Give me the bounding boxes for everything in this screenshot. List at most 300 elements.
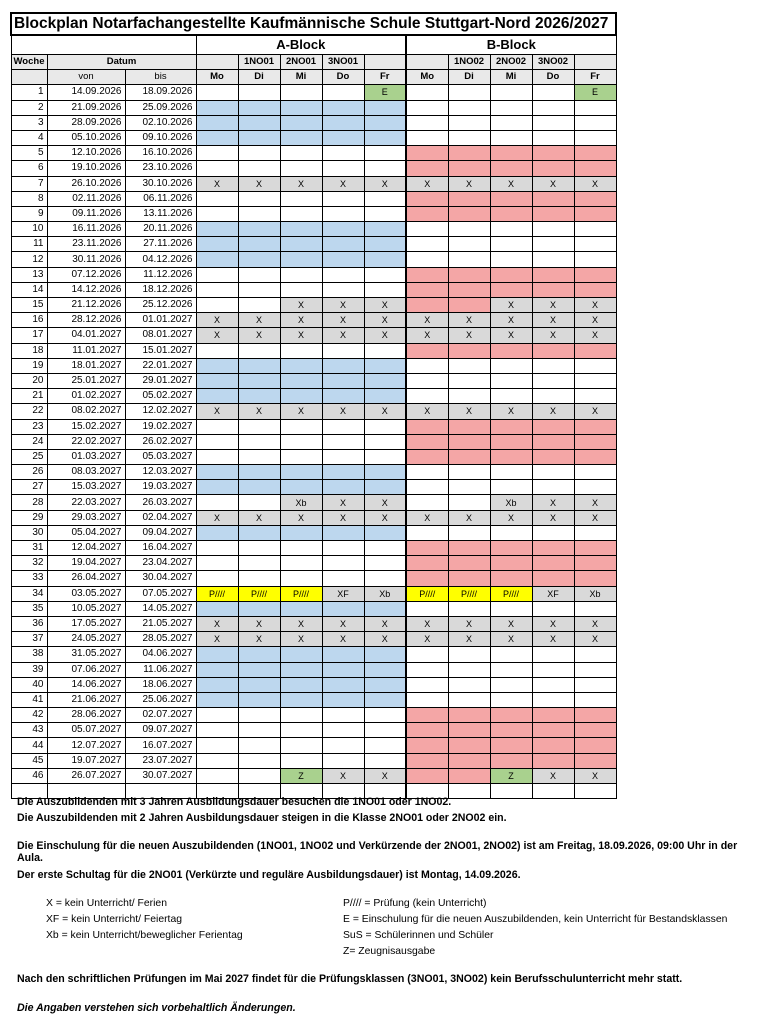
a-block-day-cell: [364, 373, 406, 388]
a-block-day-cell: [280, 662, 322, 677]
date-to: 02.10.2026: [125, 115, 196, 130]
a-block-day-cell: X: [196, 632, 238, 647]
a-block-day-cell: [322, 692, 364, 707]
date-from: 23.11.2026: [47, 237, 125, 252]
b-block-day-cell: [448, 146, 490, 161]
week-number: 15: [11, 298, 47, 313]
a-block-day-cell: [238, 146, 280, 161]
b-block-day-cell: X: [448, 404, 490, 419]
a-block-day-cell: [322, 677, 364, 692]
date-to: 02.04.2027: [125, 510, 196, 525]
b-block-day-cell: [448, 267, 490, 282]
a-block-day-cell: X: [238, 404, 280, 419]
date-to: 29.01.2027: [125, 373, 196, 388]
a-block-day-cell: [322, 449, 364, 464]
a-block-day-cell: [322, 373, 364, 388]
a-block-day-cell: [196, 161, 238, 176]
a-block-day-cell: [322, 480, 364, 495]
b-block-day-cell: [490, 206, 532, 221]
week-row: [11, 130, 616, 145]
b-block-day-cell: X: [406, 616, 448, 631]
a-block-day-cell: [196, 282, 238, 297]
b-block-day-cell: [574, 647, 616, 662]
b-block-day-cell: [490, 738, 532, 753]
date-to: 05.02.2027: [125, 389, 196, 404]
date-to: 19.03.2027: [125, 480, 196, 495]
b-block-day-cell: [406, 541, 448, 556]
a-block-day-cell: X: [322, 632, 364, 647]
a-block-day-cell: [280, 465, 322, 480]
a-block-day-cell: X: [364, 328, 406, 343]
date-from: 01.03.2027: [47, 449, 125, 464]
a-block-day-cell: [364, 723, 406, 738]
date-from: 02.11.2026: [47, 191, 125, 206]
b-block-day-cell: [490, 647, 532, 662]
blockplan-table: [10, 12, 617, 799]
a-block-day-cell: [196, 146, 238, 161]
date-from: 26.04.2027: [47, 571, 125, 586]
a-block-day-cell: [322, 753, 364, 768]
a-block-day-cell: [238, 677, 280, 692]
a-block-day-cell: [238, 495, 280, 510]
week-row: [11, 616, 616, 631]
b-block-day-cell: [574, 692, 616, 707]
a-block-day-cell: X: [238, 632, 280, 647]
date-to: 14.05.2027: [125, 601, 196, 616]
b-block-day-cell: [448, 647, 490, 662]
b-block-day-cell: [490, 480, 532, 495]
a-block-day-cell: [322, 222, 364, 237]
b-block-day-cell: [406, 495, 448, 510]
b-block-day-cell: [574, 282, 616, 297]
a-block-day-cell: [280, 267, 322, 282]
a-block-day-cell: [196, 298, 238, 313]
b-block-day-cell: X: [574, 313, 616, 328]
a-block-day-cell: [280, 419, 322, 434]
a-block-day-cell: [364, 389, 406, 404]
a-block-day-cell: [364, 161, 406, 176]
a-block-day-cell: [238, 282, 280, 297]
week-row: [11, 252, 616, 267]
date-from: 21.12.2026: [47, 298, 125, 313]
week-row: [11, 100, 616, 115]
a-block-day-cell: [196, 677, 238, 692]
b-block-day-cell: [406, 115, 448, 130]
b-block-day-cell: [490, 282, 532, 297]
date-to: 11.06.2027: [125, 662, 196, 677]
week-row: [11, 556, 616, 571]
a-day-header: Fr: [364, 70, 406, 85]
week-row: [11, 708, 616, 723]
a-block-day-cell: [364, 525, 406, 540]
week-number: 23: [11, 419, 47, 434]
a-block-day-cell: [196, 389, 238, 404]
b-block-day-cell: [406, 161, 448, 176]
a-block-day-cell: [322, 130, 364, 145]
b-block-day-cell: [574, 130, 616, 145]
a-block-day-cell: [364, 115, 406, 130]
a-block-day-cell: [364, 571, 406, 586]
b-block-day-cell: [574, 601, 616, 616]
week-row: [11, 510, 616, 525]
a-block-day-cell: X: [238, 176, 280, 191]
a-block-day-cell: [364, 601, 406, 616]
b-block-day-cell: [406, 282, 448, 297]
b-block-day-cell: [448, 677, 490, 692]
date-from: 21.09.2026: [47, 100, 125, 115]
legend-xb: Xb = kein Unterricht/beweglicher Ferientag: [46, 930, 243, 941]
week-number: 33: [11, 571, 47, 586]
b-block-day-cell: [448, 738, 490, 753]
a-block-day-cell: [280, 692, 322, 707]
a-block-day-cell: [322, 541, 364, 556]
week-number: 38: [11, 647, 47, 662]
a-block-day-cell: [196, 115, 238, 130]
week-number: 30: [11, 525, 47, 540]
b-block-day-cell: [406, 465, 448, 480]
b-block-day-cell: XF: [532, 586, 574, 601]
b-block-day-cell: [574, 753, 616, 768]
a-block-day-cell: [322, 434, 364, 449]
b-block-day-cell: [490, 252, 532, 267]
a-block-day-cell: [364, 692, 406, 707]
date-from: 19.04.2027: [47, 556, 125, 571]
date-from: 11.01.2027: [47, 343, 125, 358]
b-block-day-cell: [406, 662, 448, 677]
date-to: 30.10.2026: [125, 176, 196, 191]
a-block-day-cell: [238, 389, 280, 404]
b-block-day-cell: [532, 571, 574, 586]
b-block-day-cell: [406, 647, 448, 662]
a-block-day-cell: [238, 222, 280, 237]
legend-z: Z= Zeugnisausgabe: [343, 946, 436, 957]
b-block-day-cell: [532, 191, 574, 206]
a-block-day-cell: [280, 541, 322, 556]
a-block-day-cell: [238, 373, 280, 388]
date-to: 26.03.2027: [125, 495, 196, 510]
b-block-day-cell: [406, 191, 448, 206]
week-number: 5: [11, 146, 47, 161]
a-block-day-cell: X: [322, 616, 364, 631]
b-block-day-cell: [448, 191, 490, 206]
date-from: 29.03.2027: [47, 510, 125, 525]
b-block-heading: B-Block: [406, 35, 616, 55]
date-from: 07.12.2026: [47, 267, 125, 282]
a-block-day-cell: X: [364, 298, 406, 313]
week-number: 1: [11, 85, 47, 100]
date-to: 23.04.2027: [125, 556, 196, 571]
a-block-day-cell: X: [280, 313, 322, 328]
b-block-day-cell: [490, 358, 532, 373]
a-class-header: [364, 55, 406, 70]
legend-xf: XF = kein Unterricht/ Feiertag: [46, 914, 182, 925]
week-row: [11, 601, 616, 616]
b-block-day-cell: X: [574, 176, 616, 191]
a-block-day-cell: X: [280, 298, 322, 313]
date-to: 16.07.2027: [125, 738, 196, 753]
b-block-day-cell: [490, 723, 532, 738]
week-number: 34: [11, 586, 47, 601]
b-block-day-cell: X: [532, 495, 574, 510]
a-block-day-cell: [196, 662, 238, 677]
empty-cell: [574, 784, 616, 799]
b-block-day-cell: X: [574, 495, 616, 510]
week-number: 21: [11, 389, 47, 404]
date-from: 19.07.2027: [47, 753, 125, 768]
week-row: [11, 206, 616, 221]
a-block-day-cell: [322, 358, 364, 373]
a-block-day-cell: [280, 571, 322, 586]
a-block-day-cell: [280, 708, 322, 723]
b-block-day-cell: [574, 358, 616, 373]
week-row: [11, 525, 616, 540]
week-number: 8: [11, 191, 47, 206]
b-block-day-cell: [490, 571, 532, 586]
b-block-day-cell: [574, 708, 616, 723]
datum-header: Datum: [47, 55, 196, 70]
a-block-day-cell: [238, 419, 280, 434]
date-from: 10.05.2027: [47, 601, 125, 616]
a-block-day-cell: X: [196, 176, 238, 191]
a-block-day-cell: [238, 85, 280, 100]
b-block-day-cell: [406, 298, 448, 313]
b-block-day-cell: [406, 237, 448, 252]
date-from: 04.01.2027: [47, 328, 125, 343]
b-class-header: 1NO02: [448, 55, 490, 70]
b-block-day-cell: [490, 541, 532, 556]
a-block-day-cell: [238, 556, 280, 571]
a-block-day-cell: [196, 130, 238, 145]
date-from: 28.09.2026: [47, 115, 125, 130]
a-block-day-cell: [196, 358, 238, 373]
week-row: [11, 222, 616, 237]
a-block-day-cell: [196, 525, 238, 540]
date-from: 26.10.2026: [47, 176, 125, 191]
date-from: 05.04.2027: [47, 525, 125, 540]
week-number: 9: [11, 206, 47, 221]
date-to: 25.06.2027: [125, 692, 196, 707]
b-block-day-cell: [406, 677, 448, 692]
a-block-day-cell: [238, 267, 280, 282]
a-block-day-cell: X: [196, 328, 238, 343]
b-block-day-cell: Z: [490, 768, 532, 783]
date-to: 04.06.2027: [125, 647, 196, 662]
a-block-day-cell: [196, 753, 238, 768]
date-to: 16.04.2027: [125, 541, 196, 556]
b-block-day-cell: [574, 419, 616, 434]
date-to: 02.07.2027: [125, 708, 196, 723]
b-block-day-cell: [574, 480, 616, 495]
a-block-day-cell: [280, 222, 322, 237]
b-block-day-cell: X: [448, 328, 490, 343]
a-block-day-cell: [322, 738, 364, 753]
a-block-day-cell: [364, 267, 406, 282]
b-block-day-cell: E: [574, 85, 616, 100]
date-to: 23.10.2026: [125, 161, 196, 176]
a-block-day-cell: P////: [238, 586, 280, 601]
date-from: 07.06.2027: [47, 662, 125, 677]
a-block-day-cell: [196, 252, 238, 267]
b-block-day-cell: [532, 556, 574, 571]
b-block-day-cell: [448, 419, 490, 434]
a-block-day-cell: X: [364, 313, 406, 328]
b-block-day-cell: [448, 389, 490, 404]
date-from: 05.07.2027: [47, 723, 125, 738]
b-block-day-cell: [532, 541, 574, 556]
a-block-day-cell: X: [196, 404, 238, 419]
b-block-day-cell: Xb: [490, 495, 532, 510]
week-row: [11, 647, 616, 662]
b-block-day-cell: [448, 343, 490, 358]
a-class-header: 2NO01: [280, 55, 322, 70]
a-class-header: 1NO01: [238, 55, 280, 70]
date-to: 09.07.2027: [125, 723, 196, 738]
b-block-day-cell: [490, 191, 532, 206]
b-block-day-cell: [490, 343, 532, 358]
b-block-day-cell: P////: [406, 586, 448, 601]
date-to: 06.11.2026: [125, 191, 196, 206]
date-to: 16.10.2026: [125, 146, 196, 161]
b-block-day-cell: [532, 723, 574, 738]
a-block-day-cell: [238, 753, 280, 768]
a-block-day-cell: [196, 723, 238, 738]
b-block-day-cell: X: [532, 328, 574, 343]
b-block-day-cell: [532, 146, 574, 161]
a-block-day-cell: [196, 556, 238, 571]
a-block-day-cell: [238, 647, 280, 662]
a-block-day-cell: X: [364, 616, 406, 631]
a-class-header: 3NO01: [322, 55, 364, 70]
a-block-day-cell: X: [238, 616, 280, 631]
b-block-day-cell: [448, 692, 490, 707]
b-block-day-cell: [490, 677, 532, 692]
date-to: 09.10.2026: [125, 130, 196, 145]
a-block-day-cell: X: [364, 632, 406, 647]
a-block-day-cell: [322, 343, 364, 358]
a-block-day-cell: [238, 434, 280, 449]
b-block-day-cell: X: [406, 176, 448, 191]
b-block-day-cell: [448, 373, 490, 388]
b-block-day-cell: [574, 723, 616, 738]
note-ausbildungsdauer-3: Die Auszubildenden mit 3 Jahren Ausbildungsdauer besuchen die 1NO01 oder 1NO02.: [17, 796, 452, 808]
week-row: [11, 723, 616, 738]
b-block-day-cell: [490, 525, 532, 540]
b-block-day-cell: [490, 115, 532, 130]
legend-right: [343, 896, 727, 960]
a-block-day-cell: [280, 237, 322, 252]
date-from: 08.03.2027: [47, 465, 125, 480]
b-block-day-cell: X: [490, 616, 532, 631]
a-block-day-cell: [364, 662, 406, 677]
empty-cell: [448, 784, 490, 799]
date-to: 21.05.2027: [125, 616, 196, 631]
b-block-day-cell: [574, 434, 616, 449]
b-block-day-cell: X: [406, 404, 448, 419]
date-from: 03.05.2027: [47, 586, 125, 601]
b-block-day-cell: [490, 389, 532, 404]
b-block-day-cell: [532, 662, 574, 677]
a-block-day-cell: Z: [280, 768, 322, 783]
b-block-day-cell: [448, 571, 490, 586]
a-block-day-cell: [322, 252, 364, 267]
a-block-day-cell: E: [364, 85, 406, 100]
a-block-day-cell: [364, 677, 406, 692]
b-block-day-cell: X: [574, 404, 616, 419]
b-block-day-cell: [532, 601, 574, 616]
b-block-day-cell: [448, 662, 490, 677]
b-block-day-cell: [532, 206, 574, 221]
a-block-day-cell: [280, 358, 322, 373]
a-block-day-cell: P////: [196, 586, 238, 601]
b-block-day-cell: [406, 708, 448, 723]
b-block-day-cell: [574, 146, 616, 161]
b-block-day-cell: X: [532, 313, 574, 328]
a-block-day-cell: [280, 115, 322, 130]
week-number: 36: [11, 616, 47, 631]
b-block-day-cell: [532, 222, 574, 237]
week-row: [11, 282, 616, 297]
week-number: 14: [11, 282, 47, 297]
a-block-day-cell: [364, 130, 406, 145]
date-to: 12.03.2027: [125, 465, 196, 480]
woche-subheader: [11, 70, 47, 85]
a-block-day-cell: [238, 206, 280, 221]
date-from: 01.02.2027: [47, 389, 125, 404]
b-class-header: [406, 55, 448, 70]
a-class-header: [196, 55, 238, 70]
week-row: [11, 404, 616, 419]
b-block-day-cell: [532, 419, 574, 434]
a-block-day-cell: [364, 465, 406, 480]
a-block-day-cell: [280, 161, 322, 176]
date-to: 23.07.2027: [125, 753, 196, 768]
date-from: 05.10.2026: [47, 130, 125, 145]
week-row: [11, 768, 616, 783]
a-block-day-cell: [280, 449, 322, 464]
b-block-day-cell: [532, 343, 574, 358]
a-block-day-cell: [196, 206, 238, 221]
date-from: 12.07.2027: [47, 738, 125, 753]
a-block-day-cell: [364, 419, 406, 434]
b-block-day-cell: [532, 647, 574, 662]
week-number: 2: [11, 100, 47, 115]
a-block-day-cell: X: [364, 495, 406, 510]
a-block-day-cell: [238, 541, 280, 556]
b-day-header: Do: [532, 70, 574, 85]
b-block-day-cell: [532, 692, 574, 707]
b-block-day-cell: [490, 130, 532, 145]
a-block-day-cell: [238, 571, 280, 586]
a-block-day-cell: [364, 343, 406, 358]
b-day-header: Fr: [574, 70, 616, 85]
b-block-day-cell: X: [406, 328, 448, 343]
date-to: 05.03.2027: [125, 449, 196, 464]
a-block-day-cell: [196, 571, 238, 586]
a-block-day-cell: [322, 100, 364, 115]
a-block-day-cell: [196, 495, 238, 510]
b-block-day-cell: [532, 738, 574, 753]
a-block-day-cell: [238, 237, 280, 252]
a-block-day-cell: [238, 738, 280, 753]
b-block-day-cell: [490, 222, 532, 237]
a-block-day-cell: [196, 237, 238, 252]
week-number: 7: [11, 176, 47, 191]
a-block-day-cell: [280, 100, 322, 115]
a-block-day-cell: [196, 768, 238, 783]
b-block-day-cell: X: [448, 176, 490, 191]
b-block-day-cell: P////: [448, 586, 490, 601]
a-block-day-cell: [196, 541, 238, 556]
